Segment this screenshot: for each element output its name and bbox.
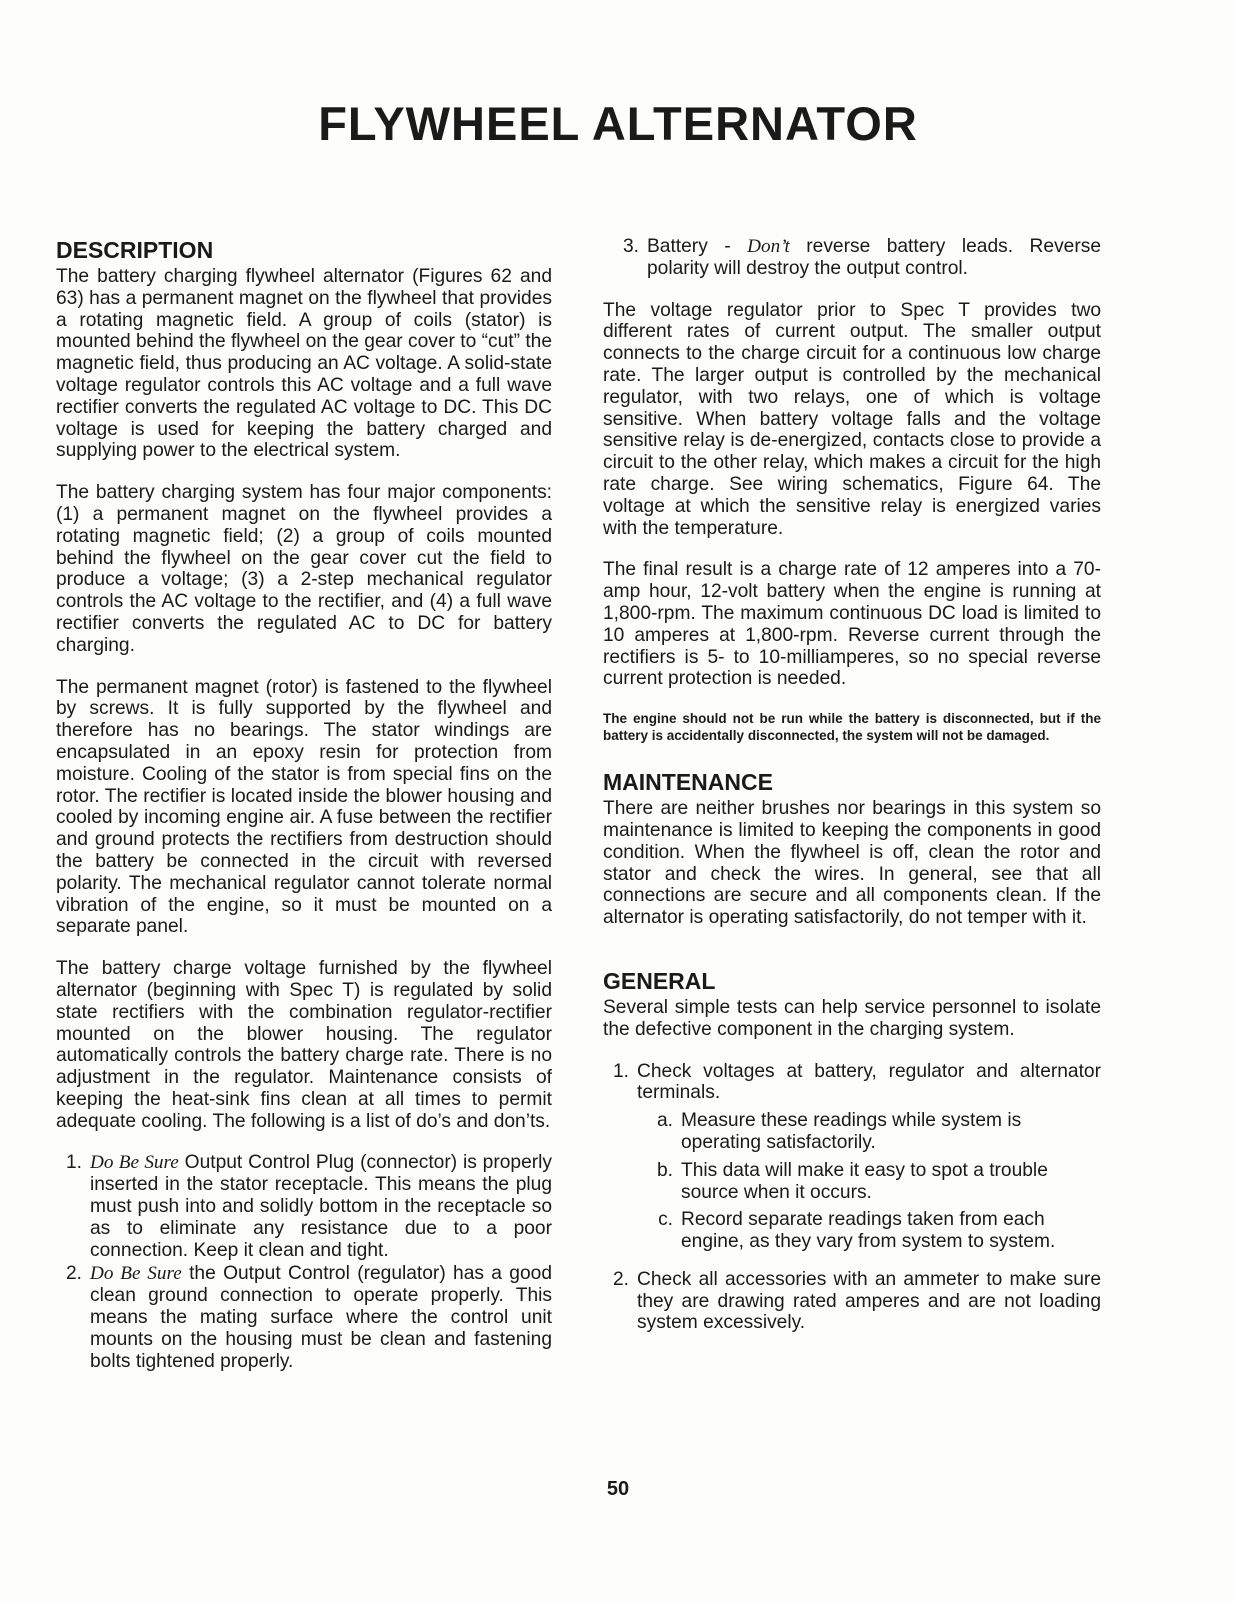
list-item [56,1263,552,1372]
description-paragraph-1: The battery charging flywheel alternator (Figures 62 and 63) has a permanent magnet on the flywheel that provides a rotating magnetic field. A group of coils (stator) is mounted behind the flywheel on the gear cover to “cut” the magnetic field, thus producing an AC voltage. A solid-state voltage regulator controls this AC voltage and a full wave rectifier converts the regulated AC voltage to DC. This DC voltage is used for keeping the battery charged and supplying power to the electrical system. [56,266,552,462]
list-item-number: 3. [622,236,639,257]
warning-note: The engine should not be run while the battery is disconnected, but if the battery is accidentally disconnected, the system will not be damaged. [603,711,1101,744]
dos-donts-list [56,1152,552,1372]
list-item-number: 1. [65,1152,82,1174]
list-item-lead: Do Be Sure [90,1152,179,1174]
maintenance-paragraph: There are neither brushes nor bearings in this system so maintenance is limited to keeping the components in good condition. When the flywheel is off, clean the rotor and stator and check the wires. In general, see that all connections are secure and all components clean. If the alternator is operating satisfactorily, do not temper with it. [603,798,1101,929]
list-item-lead-plain: Battery - [647,236,748,257]
general-step-1: 1. Check voltages at battery, regulator and alternator terminals. [612,1060,1101,1104]
page-number: 50 [606,1478,630,1500]
list-item: a. Measure these readings while system is operating satisfactorily. [656,1110,1022,1153]
general-paragraph: Several simple tests can help service personnel to isolate the defective component in the charging system. [603,996,1101,1040]
left-column [56,236,552,1374]
maintenance-heading: MAINTENANCE [603,769,773,796]
list-item: b. This data will make it easy to spot a trouble source when it occurs. [656,1159,1048,1203]
list-item-lead: Do Be Sure [90,1263,182,1285]
description-paragraph-3: The permanent magnet (rotor) is fastened to the flywheel by screws. It is fully supported by the flywheel and therefore has no bearings. The stator windings are encapsulated in an epoxy resin for protection from moisture. Cooling of the stator is from special fins on the rotor. The rectifier is located inside the blower housing and cooled by incoming engine air. A fuse between the rectifier and ground protects the rectifiers from destruction should the battery be connected in the circuit with reversed polarity. The mechanical regulator cannot tolerate normal vibration of the engine, so it must be mounted on a separate panel. [56,676,552,938]
list-item-number: 2. [65,1263,82,1285]
list-item-text: reverse battery leads. Reverse polarity will destroy the output control. [647,236,1101,279]
description-paragraph-6: The final result is a charge rate of 12 amperes into a 70-amp hour, 12-volt battery when the engine is running at 1,800-rpm. The maximum continuous DC load is limited to 10 amperes at 1,800-rpm. Reverse current through the rectifiers is 5- to 10-milliamperes, so no special reverse current protection is needed. [603,559,1101,690]
list-item: c. Record separate readings taken from each engine, as they vary from system to system. [658,1209,1056,1253]
description-paragraph-5: The voltage regulator prior to Spec T provides two different rates of current output. The smaller output connects to the charge circuit for a continuous low charge rate. The larger output is controlled by the mechanical regulator, with two relays, one of which is voltage sensitive. When battery voltage falls and the voltage sensitive relay is de-energized, contacts close to provide a circuit to the other relay, which makes a circuit for the high rate charge. See wiring schematics, Figure 64. The voltage at which the sensitive relay is energized varies with the temperature. [603,299,1101,539]
page-title: FLYWHEEL ALTERNATOR [318,97,918,150]
description-paragraph-4: The battery charge voltage furnished by the flywheel alternator (beginning with Spec T) is regulated by solid state rectifiers with the combination regulator-rectifier mounted on the blower housing. The regulator automatically controls the battery charge rate. There is no adjustment in the regulator. Maintenance consists of keeping the heat-sink fins clean at all times to permit adequate cooling. The following is a list of do’s and don’ts. [56,958,552,1132]
list-item [603,236,1101,280]
description-heading: DESCRIPTION [56,237,214,263]
list-item-text: the Output Control (regulator) has a good clean ground connection to operate properly. This means the mating surface where the control unit mounts on the housing must be clean and fastening bolts tightened properly. [90,1263,552,1372]
list-item-lead: Don’t [747,236,790,257]
general-heading: GENERAL [603,967,716,994]
list-item [56,1152,552,1261]
list-item-text: Output Control Plug (connector) is properly inserted in the stator receptacle. This means the plug must push into and solidly bottom in the receptacle so as to eliminate any resistance due to a poor connection. Keep it clean and tight. [90,1152,552,1261]
general-sub-list [603,1110,1101,1253]
right-column [603,236,1101,1336]
general-step-2: 2. Check all accessories with an ammeter to make sure they are drawing rated amperes and are not loading system excessively. [612,1268,1101,1334]
description-paragraph-2: The battery charging system has four major components: (1) a permanent magnet on the flywheel provides a rotating magnetic field; (2) a group of coils mounted behind the flywheel on the gear cover cut the field to produce a voltage; (3) a 2-step mechanical regulator controls the AC voltage to the rectifier, and (4) a full wave rectifier converts the regulated AC to DC for battery charging. [56,482,552,656]
